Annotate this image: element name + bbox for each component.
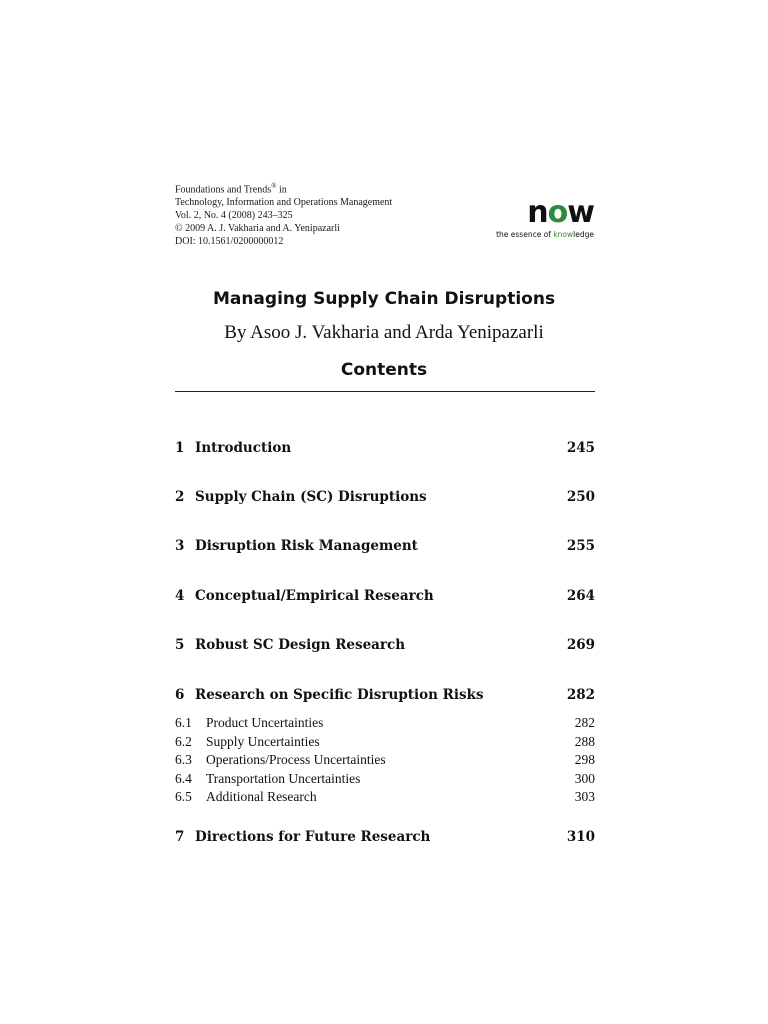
chapter-title: Conceptual/Empirical Research xyxy=(195,588,434,604)
chapter-number: 1 xyxy=(175,440,185,456)
chapter-number: 6 xyxy=(175,687,185,703)
doi-line: DOI: 10.1561/0200000012 xyxy=(175,236,284,248)
toc-chapter-1[interactable] xyxy=(175,438,595,458)
chapter-title: Introduction xyxy=(195,440,292,456)
monograph-title: Managing Supply Chain Disruptions xyxy=(212,289,556,309)
chapter-title: Robust SC Design Research xyxy=(195,637,406,653)
section-number: 6.5 xyxy=(175,789,192,804)
logo-wordmark: now xyxy=(527,195,594,230)
logo-tagline: the essence of knowledge xyxy=(496,230,594,239)
chapter-number: 2 xyxy=(175,489,185,505)
section-number: 6.3 xyxy=(175,752,192,767)
chapter-page: 255 xyxy=(566,538,595,554)
section-title: Transportation Uncertainties xyxy=(206,771,361,786)
section-number: 6.1 xyxy=(175,715,192,730)
now-publisher-logo xyxy=(494,195,594,239)
chapter-page: 250 xyxy=(566,489,595,505)
section-page: 288 xyxy=(574,734,595,749)
section-title: Supply Uncertainties xyxy=(206,734,320,749)
section-page: 282 xyxy=(574,715,595,730)
volume-info: Vol. 2, No. 4 (2008) 243–325 xyxy=(175,210,293,222)
toc-chapter-4[interactable] xyxy=(175,586,595,606)
copyright-line: © 2009 A. J. Vakharia and A. Yenipazarli xyxy=(175,223,340,235)
chapter-page: 269 xyxy=(566,637,595,653)
publication-metadata xyxy=(175,180,392,248)
chapter-page: 264 xyxy=(566,588,595,604)
section-page: 303 xyxy=(574,789,595,804)
toc-section-6-5[interactable] xyxy=(175,788,595,806)
section-page: 298 xyxy=(574,752,595,767)
toc-chapter-6[interactable] xyxy=(175,685,595,705)
toc-chapter-5[interactable] xyxy=(175,635,595,655)
chapter-title: Research on Specific Disruption Risks xyxy=(195,687,484,703)
chapter-number: 4 xyxy=(175,588,185,604)
registered-mark: ® xyxy=(271,182,277,190)
section-number: 6.4 xyxy=(175,771,192,786)
chapter-title: Supply Chain (SC) Disruptions xyxy=(195,489,427,505)
heading-divider xyxy=(175,391,595,392)
chapter-page: 245 xyxy=(566,440,595,456)
toc-section-6-3[interactable] xyxy=(175,751,595,769)
chapter-title: Disruption Risk Management xyxy=(195,538,418,554)
series-line: Foundations and Trends® in xyxy=(175,182,287,196)
chapter-title: Directions for Future Research xyxy=(195,829,431,845)
toc-chapter-7[interactable] xyxy=(175,827,595,847)
section-title: Operations/Process Uncertainties xyxy=(206,752,386,767)
chapter-number: 7 xyxy=(175,829,185,845)
toc-section-6-4[interactable] xyxy=(175,770,595,788)
contents-heading: Contents xyxy=(340,360,428,380)
section-number: 6.2 xyxy=(175,734,192,749)
journal-name: Technology, Information and Operations Management xyxy=(175,197,393,209)
section-title: Additional Research xyxy=(206,789,317,804)
chapter-page: 282 xyxy=(566,687,595,703)
section-page: 300 xyxy=(574,771,595,786)
chapter-page: 310 xyxy=(566,829,595,845)
toc-section-6-2[interactable] xyxy=(175,733,595,751)
section-title: Product Uncertainties xyxy=(206,715,324,730)
toc-chapter-3[interactable] xyxy=(175,536,595,556)
toc-section-6-1[interactable] xyxy=(175,714,595,732)
toc-chapter-2[interactable] xyxy=(175,487,595,507)
author-line: By Asoo J. Vakharia and Arda Yenipazarli xyxy=(224,322,544,343)
chapter-number: 3 xyxy=(175,538,185,554)
chapter-number: 5 xyxy=(175,637,185,653)
